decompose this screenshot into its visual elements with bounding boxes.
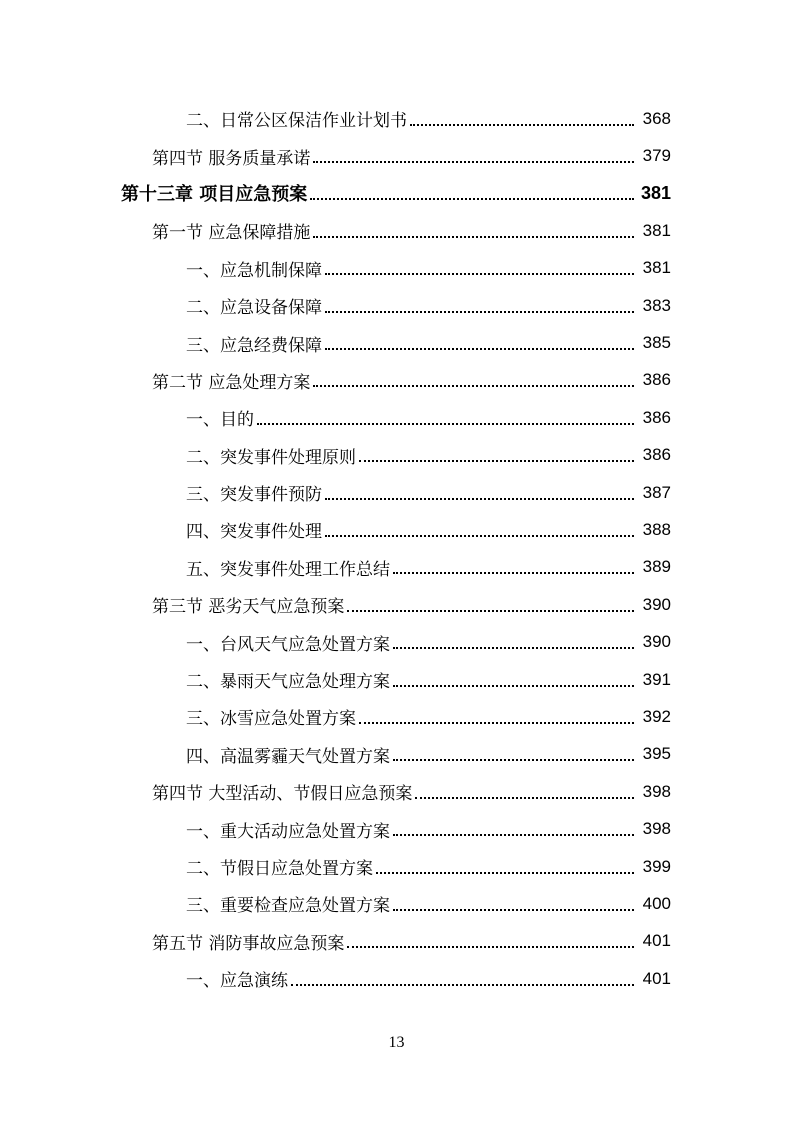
toc-leader-dots (257, 423, 634, 425)
toc-leader-dots (310, 198, 634, 200)
toc-entry-title: 二、日常公区保洁作业计划书 (186, 111, 407, 132)
toc-entry-title: 一、目的 (186, 410, 254, 431)
toc-leader-dots (393, 909, 634, 911)
toc-leader-dots (313, 236, 634, 238)
toc-entry-page: 386 (642, 407, 671, 427)
toc-entry[interactable] (0, 324, 793, 361)
toc-entry-page: 386 (642, 445, 671, 465)
toc-entry[interactable] (0, 511, 793, 548)
toc-entry[interactable] (0, 586, 793, 623)
toc-entry-page: 381 (642, 258, 671, 278)
toc-entry-title: 第十三章 项目应急预案 (121, 184, 308, 206)
toc-entry[interactable] (0, 885, 793, 922)
toc-leader-dots (393, 834, 634, 836)
toc-entry[interactable] (0, 773, 793, 810)
toc-entry-title: 一、应急机制保障 (186, 260, 322, 281)
toc-entry[interactable] (0, 137, 793, 174)
toc-entry[interactable] (0, 661, 793, 698)
toc-leader-dots (415, 797, 634, 799)
toc-entry-title: 三、应急经费保障 (186, 335, 322, 356)
toc-entry-page: 385 (642, 333, 671, 353)
toc-entry-title: 五、突发事件处理工作总结 (186, 559, 390, 580)
toc-entry[interactable] (0, 549, 793, 586)
toc-entry-title: 二、暴雨天气应急处理方案 (186, 672, 390, 693)
toc-entry-title: 一、重大活动应急处置方案 (186, 821, 390, 842)
toc-entry[interactable] (0, 100, 793, 137)
toc-leader-dots (393, 572, 634, 574)
toc-entry-page: 381 (642, 220, 671, 240)
toc-entry-title: 第四节 大型活动、节假日应急预案 (152, 784, 413, 805)
toc-leader-dots (325, 273, 634, 275)
toc-entry-page: 390 (642, 594, 671, 614)
toc-entry-title: 四、高温雾霾天气处置方案 (186, 746, 390, 767)
toc-leader-dots (325, 311, 634, 313)
table-of-contents (0, 100, 793, 997)
toc-entry-page: 392 (642, 706, 671, 726)
toc-entry-page: 395 (642, 744, 671, 764)
toc-entry-title: 第一节 应急保障措施 (152, 223, 311, 244)
toc-leader-dots (393, 647, 634, 649)
toc-entry[interactable] (0, 960, 793, 997)
toc-entry-page: 383 (642, 295, 671, 315)
toc-leader-dots (393, 759, 634, 761)
toc-entry-title: 二、突发事件处理原则 (186, 447, 356, 468)
toc-entry-page: 398 (642, 819, 671, 839)
toc-entry-title: 二、应急设备保障 (186, 298, 322, 319)
toc-leader-dots (313, 385, 634, 387)
toc-leader-dots (291, 984, 634, 986)
toc-entry-title: 三、重要检查应急处置方案 (186, 896, 390, 917)
toc-entry[interactable] (0, 474, 793, 511)
toc-entry-title: 第五节 消防事故应急预案 (152, 933, 345, 954)
toc-entry-page: 386 (642, 370, 671, 390)
toc-entry-page: 389 (642, 557, 671, 577)
toc-leader-dots (393, 685, 634, 687)
toc-entry-page: 400 (642, 893, 671, 913)
toc-entry-title: 第三节 恶劣天气应急预案 (152, 597, 345, 618)
toc-entry-page: 379 (642, 146, 671, 166)
toc-entry-title: 第四节 服务质量承诺 (152, 148, 311, 169)
toc-leader-dots (410, 124, 634, 126)
toc-leader-dots (347, 610, 634, 612)
toc-entry-title: 一、应急演练 (186, 971, 288, 992)
toc-entry[interactable] (0, 736, 793, 773)
toc-entry[interactable] (0, 250, 793, 287)
toc-leader-dots (347, 946, 634, 948)
toc-entry[interactable] (0, 810, 793, 847)
toc-entry[interactable] (0, 698, 793, 735)
toc-leader-dots (325, 498, 634, 500)
toc-entry-page: 368 (642, 108, 671, 128)
toc-entry-page: 398 (642, 781, 671, 801)
toc-entry-title: 四、突发事件处理 (186, 522, 322, 543)
toc-leader-dots (359, 722, 634, 724)
toc-leader-dots (376, 872, 634, 874)
toc-entry-chapter[interactable] (0, 175, 793, 212)
toc-entry-title: 三、冰雪应急处置方案 (186, 709, 356, 730)
toc-entry-title: 第二节 应急处理方案 (152, 372, 311, 393)
toc-entry[interactable] (0, 287, 793, 324)
toc-entry-page: 391 (642, 669, 671, 689)
toc-entry-title: 三、突发事件预防 (186, 485, 322, 506)
toc-entry[interactable] (0, 362, 793, 399)
toc-entry-page: 388 (642, 519, 671, 539)
toc-leader-dots (359, 460, 634, 462)
toc-entry-page: 387 (642, 482, 671, 502)
toc-leader-dots (325, 535, 634, 537)
toc-entry[interactable] (0, 623, 793, 660)
toc-entry[interactable] (0, 212, 793, 249)
toc-entry-page: 399 (642, 856, 671, 876)
toc-entry-title: 二、节假日应急处置方案 (186, 859, 373, 879)
toc-entry[interactable] (0, 923, 793, 960)
page-number: 13 (388, 1034, 405, 1051)
toc-entry[interactable] (0, 848, 793, 885)
toc-entry-page: 390 (642, 632, 671, 652)
toc-leader-dots (313, 161, 634, 163)
toc-entry[interactable] (0, 437, 793, 474)
toc-entry[interactable] (0, 399, 793, 436)
toc-leader-dots (325, 348, 634, 350)
toc-entry-title: 一、台风天气应急处置方案 (186, 634, 390, 655)
toc-entry-page: 401 (642, 968, 671, 988)
toc-entry-page: 401 (642, 931, 671, 951)
toc-entry-page: 381 (640, 182, 671, 203)
